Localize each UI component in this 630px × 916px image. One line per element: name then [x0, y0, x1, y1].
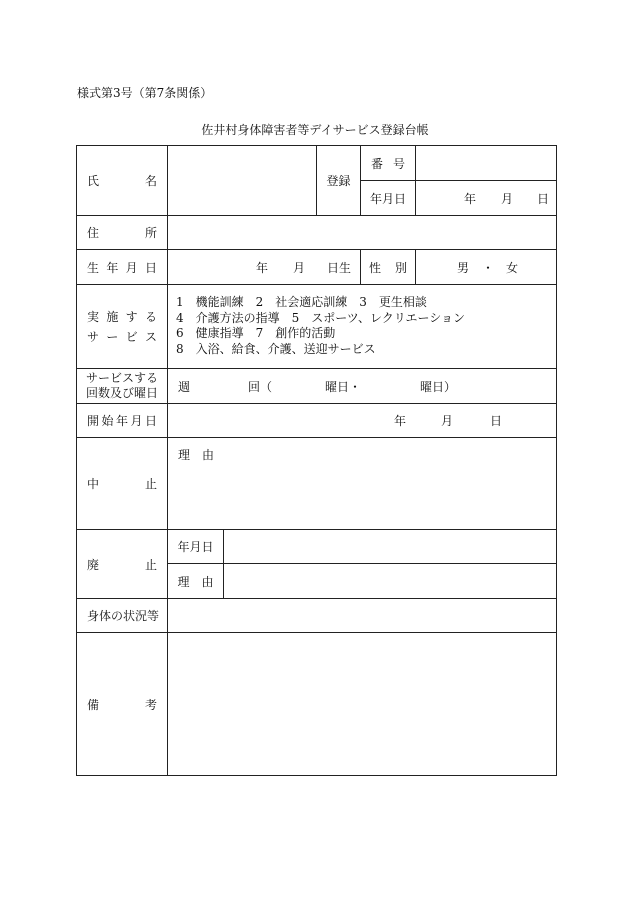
- label-char: 日: [144, 414, 157, 428]
- table-border-right: [556, 145, 557, 775]
- abolition-date-label-text: 年月日: [177, 540, 214, 554]
- remarks-label: [77, 633, 167, 775]
- label-char: 月: [130, 414, 143, 428]
- label-char: 所: [144, 226, 157, 240]
- label-char: 名: [144, 174, 157, 188]
- registration-date-label: [361, 181, 415, 215]
- frequency-day-2: 曜日）: [420, 379, 457, 394]
- label-char: 廃: [87, 557, 100, 572]
- frequency-week: 週: [178, 379, 191, 394]
- service-option[interactable]: 6 健康指導 7 創作的活動: [176, 326, 336, 340]
- service-option[interactable]: 4 介護方法の指導 5 スポーツ、レクリエーション: [176, 310, 465, 325]
- start-date-field[interactable]: [168, 404, 556, 437]
- date-unit-month: 月: [441, 414, 454, 428]
- label-char: 中: [87, 477, 100, 491]
- label-char: 止: [144, 477, 157, 491]
- abolition-reason-field[interactable]: [224, 564, 556, 598]
- label-char: す: [125, 310, 138, 324]
- label-char: 備: [87, 697, 100, 712]
- label-char: 止: [144, 557, 157, 572]
- date-unit-day-born: 日生: [327, 260, 352, 275]
- frequency-label: [77, 369, 167, 403]
- gender-option-male[interactable]: 男: [457, 260, 470, 275]
- label-char: ー: [106, 330, 119, 344]
- label-char: 実: [87, 310, 100, 324]
- date-unit-month: 月: [293, 260, 306, 275]
- label-char: る: [144, 310, 157, 324]
- remarks-field[interactable]: [168, 633, 556, 775]
- suspension-label: [77, 438, 167, 529]
- birthdate-label: [77, 250, 167, 284]
- date-unit-day: 日: [490, 414, 503, 428]
- form-number: 様式第3号（第7条関係）: [77, 86, 213, 100]
- address-field[interactable]: [168, 216, 556, 249]
- gender-separator: ・: [482, 260, 495, 275]
- gender-field[interactable]: [416, 250, 556, 284]
- label-char: 始: [101, 414, 114, 428]
- registration-number-label: [361, 146, 415, 180]
- address-label: [77, 216, 167, 249]
- label-char: 月: [125, 260, 138, 275]
- name-field[interactable]: [168, 146, 316, 215]
- service-option[interactable]: 8 入浴、給食、介護、送迎サービス: [176, 341, 376, 356]
- suspension-reason-field[interactable]: [168, 438, 556, 529]
- services-label-line-1: [87, 308, 157, 325]
- date-unit-year: 年: [394, 414, 407, 428]
- registration-date-field[interactable]: [416, 181, 556, 215]
- gender-label: [361, 250, 415, 284]
- services-label: [77, 285, 167, 368]
- abolition-reason-label: [168, 564, 223, 598]
- label-char: 生: [87, 260, 100, 275]
- frequency-label-line-2: 回数及び曜日: [85, 386, 158, 400]
- label-char: 考: [144, 697, 157, 712]
- abolition-reason-label-text: 理 由: [177, 574, 214, 589]
- date-unit-year: 年: [464, 191, 477, 206]
- abolition-label: [77, 530, 167, 598]
- label-char: ス: [144, 330, 157, 344]
- frequency-field[interactable]: [168, 369, 556, 403]
- label-char: 番: [371, 156, 384, 171]
- label-char: 性: [369, 260, 382, 275]
- services-label-line-2: [87, 328, 157, 345]
- registration-label: [317, 146, 360, 215]
- label-char: サ: [87, 330, 100, 344]
- physical-condition-field[interactable]: [168, 599, 556, 632]
- abolition-date-field[interactable]: [224, 530, 556, 563]
- birthdate-field[interactable]: [168, 250, 360, 284]
- date-unit-day: 日: [537, 191, 550, 206]
- date-unit-year: 年: [256, 260, 269, 275]
- label-char: 日: [144, 260, 157, 275]
- registration-label-text: 登録: [326, 174, 351, 188]
- abolition-date-label: [168, 530, 223, 563]
- label-char: 別: [394, 260, 407, 275]
- label-char: 年: [106, 260, 119, 275]
- gender-option-female[interactable]: 女: [506, 260, 519, 275]
- frequency-times: 回（: [248, 379, 273, 394]
- label-char: 施: [106, 310, 119, 324]
- registration-date-label-text: 年月日: [369, 191, 406, 206]
- date-unit-month: 月: [501, 191, 514, 206]
- label-char: 住: [87, 226, 100, 240]
- label-char: 開: [87, 414, 100, 428]
- physical-condition-label: [77, 599, 167, 632]
- frequency-day-1: 曜日・: [325, 379, 362, 394]
- physical-condition-label-text: 身体の状況等: [87, 609, 160, 623]
- name-label: [77, 146, 167, 215]
- service-option[interactable]: 1 機能訓練 2 社会適応訓練 3 更生相談: [176, 295, 427, 309]
- document-title: 佐井村身体障害者等デイサービス登録台帳: [201, 123, 429, 137]
- label-char: 号: [392, 156, 405, 171]
- services-list: [176, 295, 554, 357]
- frequency-label-line-1: サービスする: [85, 371, 158, 385]
- registration-number-field[interactable]: [416, 146, 556, 180]
- label-char: ビ: [125, 330, 138, 344]
- label-char: 氏: [87, 174, 100, 188]
- table-border-bottom: [76, 775, 557, 776]
- suspension-reason-label: 理 由: [178, 448, 215, 462]
- start-date-label: [77, 404, 167, 437]
- label-char: 年: [115, 414, 128, 428]
